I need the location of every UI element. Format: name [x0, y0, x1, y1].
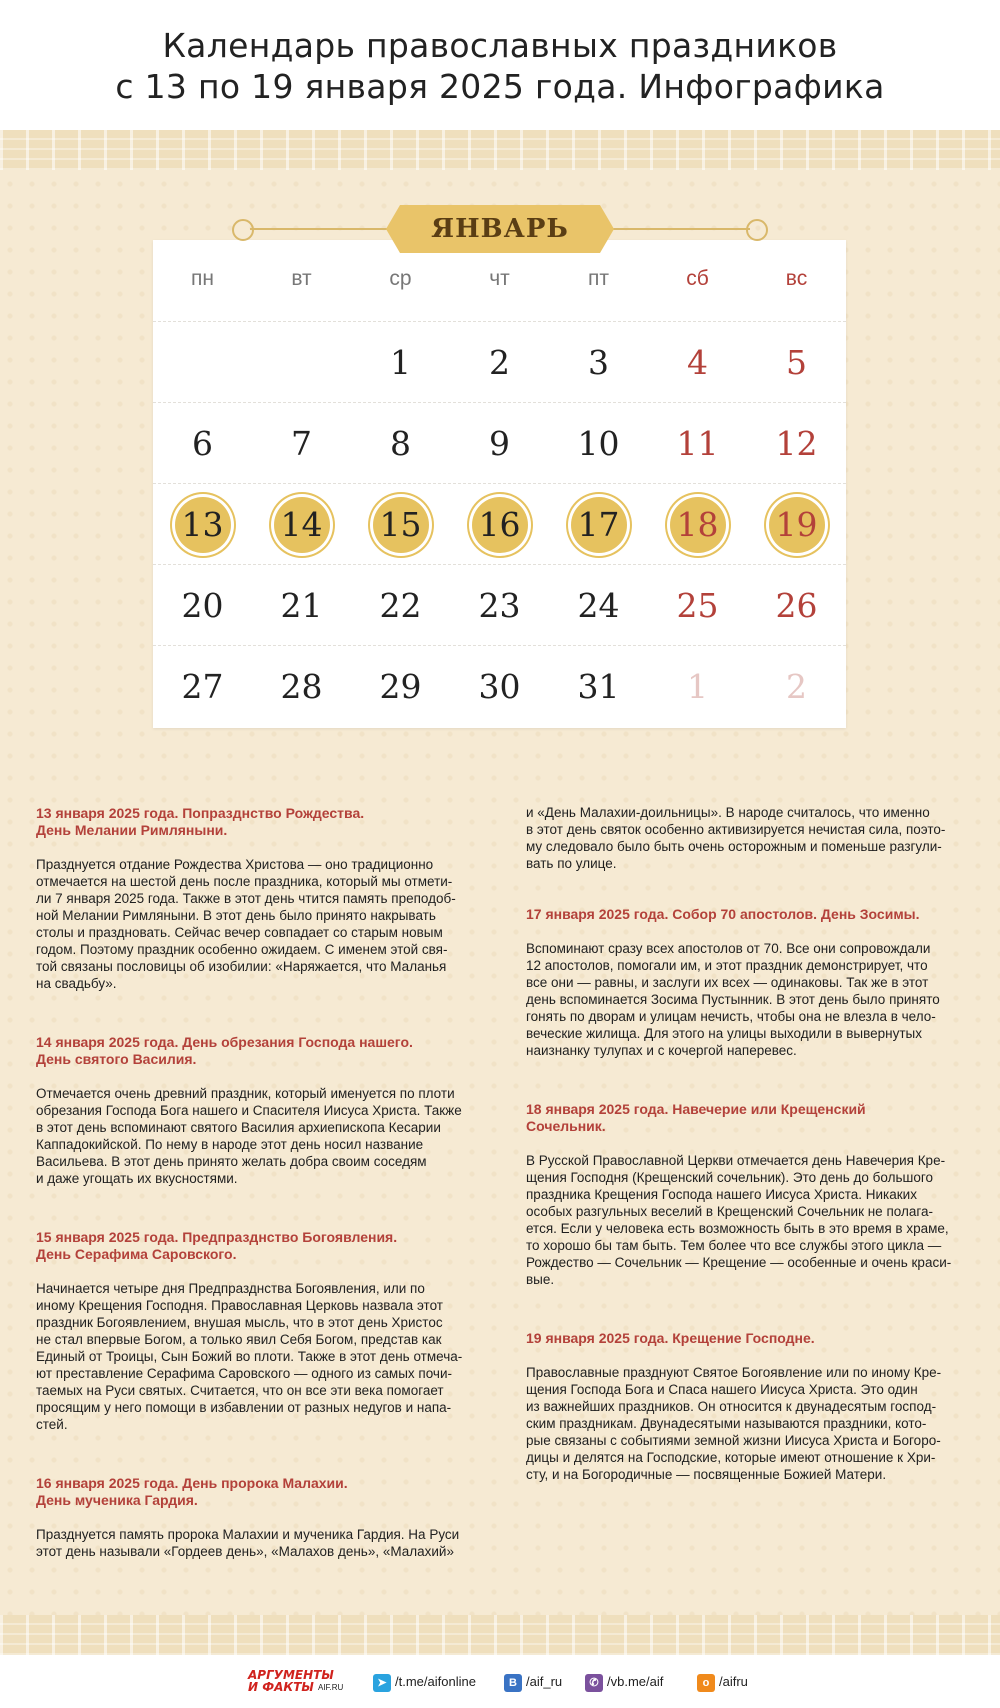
calendar-day[interactable] [252, 485, 351, 565]
footer-link-ok[interactable] [697, 1673, 748, 1692]
event-text-line: Вспоминают сразу всех апостолов от 70. Все они сопровождали [526, 941, 931, 956]
event-text-line: ским праздникам. Двунадесятыми называются праздники, кото- [526, 1416, 927, 1431]
vk-icon: B [504, 1674, 522, 1692]
event-text-line: все они — равны, и заслуги их всех — одинаковы. Так же в этот [526, 975, 929, 990]
logo-line1: АРГУМЕНТЫ [248, 1668, 334, 1682]
calendar-day[interactable] [351, 485, 450, 565]
event-description [526, 1152, 966, 1288]
event-title [36, 1475, 476, 1509]
event-text-line: то хорошо бы там быть. Тем более что все службы этого цикла — [526, 1238, 942, 1253]
weekday-header-row [153, 267, 846, 297]
ornament-curl-left [232, 219, 254, 241]
event-text-line: день вспоминается Зосима Пустынник. В этот день было принято [526, 992, 940, 1007]
event-title-line: День Серафима Саровского. [36, 1246, 237, 1262]
month-banner [230, 205, 770, 255]
event-text-line: Отмечается очень древний праздник, который именуется по плоти [36, 1086, 455, 1101]
event-text-line: праздника Крещения Господа нашего Иисуса Христа. Никаких [526, 1187, 917, 1202]
event-text-line: Православные празднуют Святое Богоявление или по иному Кре- [526, 1365, 942, 1380]
event-text-line: Празднуется память пророка Малахии и мученика Гардия. На Руси [36, 1527, 460, 1542]
event-text-line: щения Господня (Крещенский сочельник). Это день до большого [526, 1170, 933, 1185]
calendar-day[interactable]: 25 [676, 586, 719, 625]
event-text-line: просящим у него помощи в избавлении от разных недугов и напа- [36, 1400, 452, 1415]
footer-link-text: /vb.me/aif [607, 1674, 664, 1689]
aif-logo[interactable] [248, 1669, 358, 1697]
event-description-continuation [526, 804, 966, 872]
event-text-line: дицы и делятся на Господские, которые имеют отношение к Хри- [526, 1450, 936, 1465]
highlighted-day: 15 [373, 497, 429, 553]
calendar-grid [153, 240, 846, 728]
event-title [36, 1229, 476, 1263]
row-divider [153, 402, 846, 403]
calendar-day[interactable]: 5 [786, 343, 807, 382]
calendar-day[interactable]: 26 [775, 586, 818, 625]
event-text-line: обрезания Господа Бога нашего и Спасителя Иисуса Христа. Также [36, 1103, 462, 1118]
event-description [36, 1526, 476, 1560]
weekday-label: чт [489, 267, 510, 290]
viber-icon: ✆ [585, 1674, 603, 1692]
calendar-day[interactable]: 27 [181, 667, 224, 706]
event-text-line: иному Крещения Господня. Православная Церковь назвала этот [36, 1298, 443, 1313]
event-text-line: В Русской Православной Церкви отмечается день Навечерия Кре- [526, 1153, 946, 1168]
event-text-line: му следовало было быть очень осторожным и поменьше разгули- [526, 839, 942, 854]
event-title-line: 13 января 2025 года. Попразднство Рождества. [36, 805, 365, 821]
event-description [526, 1364, 966, 1483]
calendar-day[interactable]: 8 [390, 424, 411, 463]
event-text-line: особых разгульных веселий в Крещенский Сочельник не полага- [526, 1204, 933, 1219]
event-text-line: ли 7 января 2025 года. Также в этот день чтится память преподоб- [36, 891, 456, 906]
ok-icon: o [697, 1674, 715, 1692]
calendar-day[interactable] [648, 485, 747, 565]
event-title-line: 15 января 2025 года. Предпразднство Богоявления. [36, 1229, 398, 1245]
event-text-line: стей. [36, 1417, 68, 1432]
event-description [36, 1280, 476, 1433]
event-text-line: Васильева. В этот день принято желать добра своим соседям [36, 1154, 427, 1169]
calendar-day[interactable]: 2 [489, 343, 510, 382]
weekday-label: вс [785, 267, 808, 290]
highlighted-day: 18 [670, 497, 726, 553]
calendar-day[interactable]: 4 [687, 343, 708, 382]
event-text-line: этот день называли «Гордеев день», «Малахов день», «Малахий» [36, 1544, 454, 1559]
event-text-line: вые. [526, 1272, 555, 1287]
telegram-icon: ➤ [373, 1674, 391, 1692]
footer-link-telegram[interactable] [373, 1673, 476, 1692]
event-title-line: 19 января 2025 года. Крещение Господне. [526, 1330, 815, 1346]
event-text-line: 12 апостолов, помогали им, и этот праздник демонстрирует, что [526, 958, 928, 973]
calendar-day[interactable] [747, 485, 846, 565]
footer-link-text: /aifru [719, 1674, 748, 1689]
event-text-line: ной Мелании Римляныни. В этот день было принято накрывать [36, 908, 436, 923]
calendar-day[interactable] [549, 485, 648, 565]
event-text-line: вать по улице. [526, 856, 617, 871]
logo-line2: И ФАКТЫ [248, 1680, 314, 1694]
calendar-day[interactable]: 10 [577, 424, 620, 463]
event-text-line: щения Господа Бога и Спаса нашего Иисуса Христа. Это один [526, 1382, 918, 1397]
event-text-line: той связаны пословицы об изобилии: «Наряжается, что Маланья [36, 959, 447, 974]
event-text-line: и «День Малахии-доильницы». В народе считалось, что именно [526, 805, 930, 820]
ornament-band-top [0, 130, 1000, 170]
row-divider [153, 321, 846, 322]
event-text-line: Начинается четыре дня Предпразднства Богоявления, или по [36, 1281, 425, 1296]
event-title-line: День мученика Гардия. [36, 1492, 198, 1508]
event-text-line: и даже угощать их вкусностями. [36, 1171, 238, 1186]
row-divider [153, 483, 846, 484]
event-text-line: Каппадокийской. По нему в народе этот день носил название [36, 1137, 424, 1152]
event-description [36, 856, 476, 992]
logo-site: AIF.RU [318, 1683, 344, 1692]
event-title-line: День святого Василия. [36, 1051, 197, 1067]
ornament-band-bottom [0, 1615, 1000, 1655]
highlighted-day: 14 [274, 497, 330, 553]
event-description [36, 1085, 476, 1187]
calendar-day[interactable]: 21 [280, 586, 323, 625]
event-text-line: годом. Поэтому праздник особенно ожидаем. С именем этой свя- [36, 942, 448, 957]
page-title-line1: Календарь православных праздников [162, 26, 838, 65]
calendar-day[interactable]: 6 [192, 424, 213, 463]
event-text-line: таемых на Руси святых. Считается, что он все эти века помогает [36, 1383, 444, 1398]
event-title-line: День Мелании Римляныни. [36, 822, 228, 838]
events-column-left [36, 805, 476, 1602]
event-text-line: ется. Если у человека есть возможность быть в это время в храме, [526, 1221, 949, 1236]
event-title [526, 1330, 966, 1347]
calendar-day[interactable]: 7 [291, 424, 312, 463]
footer-link-vk[interactable] [504, 1673, 562, 1692]
event-text-line: гонять по дворам и улицам нечисть, чтобы она не влезла в чело- [526, 1009, 936, 1024]
event-text-line: веческие жилища. Для этого на улицы выходили в вывернутых [526, 1026, 923, 1041]
calendar-day[interactable]: 3 [588, 343, 609, 382]
calendar-day[interactable] [153, 485, 252, 565]
event-text-line: наизнанку тулупах и с кочергой наперевес. [526, 1043, 797, 1058]
calendar-day[interactable]: 30 [478, 667, 521, 706]
calendar-day[interactable]: 22 [379, 586, 422, 625]
weekday-label: пн [191, 267, 214, 290]
calendar-day[interactable]: 9 [489, 424, 510, 463]
footer-link-viber[interactable] [585, 1673, 663, 1692]
calendar-day[interactable]: 2 [786, 667, 807, 706]
calendar-day[interactable]: 12 [775, 424, 818, 463]
events-column-right [526, 804, 966, 1525]
highlighted-day: 16 [472, 497, 528, 553]
event-text-line: Празднуется отдание Рождества Христова — оно традиционно [36, 857, 434, 872]
calendar-day[interactable]: 31 [577, 667, 620, 706]
event-text-line: на свадьбу». [36, 976, 117, 991]
event-title-line: 14 января 2025 года. День обрезания Господа нашего. [36, 1034, 413, 1050]
row-divider [153, 564, 846, 565]
footer-link-text: /aif_ru [526, 1674, 563, 1689]
event-title [36, 805, 476, 839]
event-title-line: Сочельник. [526, 1118, 606, 1134]
event-text-line: столы и праздновать. Сейчас вечер совпадает со старым новым [36, 925, 443, 940]
calendar-day[interactable] [450, 485, 549, 565]
event-text-line: из важнейших праздников. Он относится к двунадесятым господ- [526, 1399, 937, 1414]
event-description [526, 940, 966, 1059]
event-title-line: 17 января 2025 года. Собор 70 апостолов. День Зосимы. [526, 906, 920, 922]
ornament-line-right [590, 228, 750, 230]
calendar-day[interactable]: 24 [577, 586, 620, 625]
calendar-day[interactable]: 1 [390, 343, 411, 382]
weekday-label: ср [389, 267, 412, 290]
calendar-day[interactable]: 28 [280, 667, 323, 706]
event-title [36, 1034, 476, 1068]
event-text-line: в этот день святок особенно активизируется нечистая сила, поэто- [526, 822, 946, 837]
event-title-line: 16 января 2025 года. День пророка Малахии. [36, 1475, 348, 1491]
footer [0, 1655, 1000, 1708]
month-label: ЯНВАРЬ [400, 205, 600, 253]
highlighted-day: 13 [175, 497, 231, 553]
calendar-day[interactable]: 11 [676, 424, 719, 463]
event-text-line: рые связаны с событиями земной жизни Иисуса Христа и Богоро- [526, 1433, 941, 1448]
calendar-day[interactable]: 23 [478, 586, 521, 625]
event-text-line: праздник Богоявлением, внушая мысль, что в этот день Христос [36, 1315, 443, 1330]
ornament-curl-right [746, 219, 768, 241]
header [0, 0, 1000, 130]
event-title-line: 18 января 2025 года. Навечерие или Крещенский [526, 1101, 866, 1117]
event-text-line: не стал впервые Богом, а только явил Себя Богом, представ как [36, 1332, 442, 1347]
highlighted-day: 17 [571, 497, 627, 553]
calendar-day[interactable]: 20 [181, 586, 224, 625]
row-divider [153, 645, 846, 646]
weekday-label: сб [686, 267, 709, 290]
weekday-label: пт [588, 267, 609, 290]
event-text-line: в этот день вспоминают святого Василия архиепископа Кесарии [36, 1120, 441, 1135]
event-text-line: Единый от Троицы, Сын Божий во плоти. Также в этот день отмеча- [36, 1349, 463, 1364]
event-text-line: Рождество — Сочельник — Крещение — особенные и очень краси- [526, 1255, 952, 1270]
highlighted-day: 19 [769, 497, 825, 553]
event-text-line: сту, и на Богородичные — посвященные Божией Матери. [526, 1467, 887, 1482]
event-text-line: отмечается на шестой день после праздника, который мы отмети- [36, 874, 453, 889]
weekday-label: вт [291, 267, 312, 290]
calendar-day[interactable]: 1 [687, 667, 708, 706]
event-text-line: ют преставление Серафима Саровского — одного из самых почи- [36, 1366, 452, 1381]
footer-link-text: /t.me/aifonline [395, 1674, 476, 1689]
event-title [526, 1101, 966, 1135]
page-title-line2: с 13 по 19 января 2025 года. Инфографика [115, 67, 885, 106]
event-title [526, 906, 966, 923]
calendar-day[interactable]: 29 [379, 667, 422, 706]
